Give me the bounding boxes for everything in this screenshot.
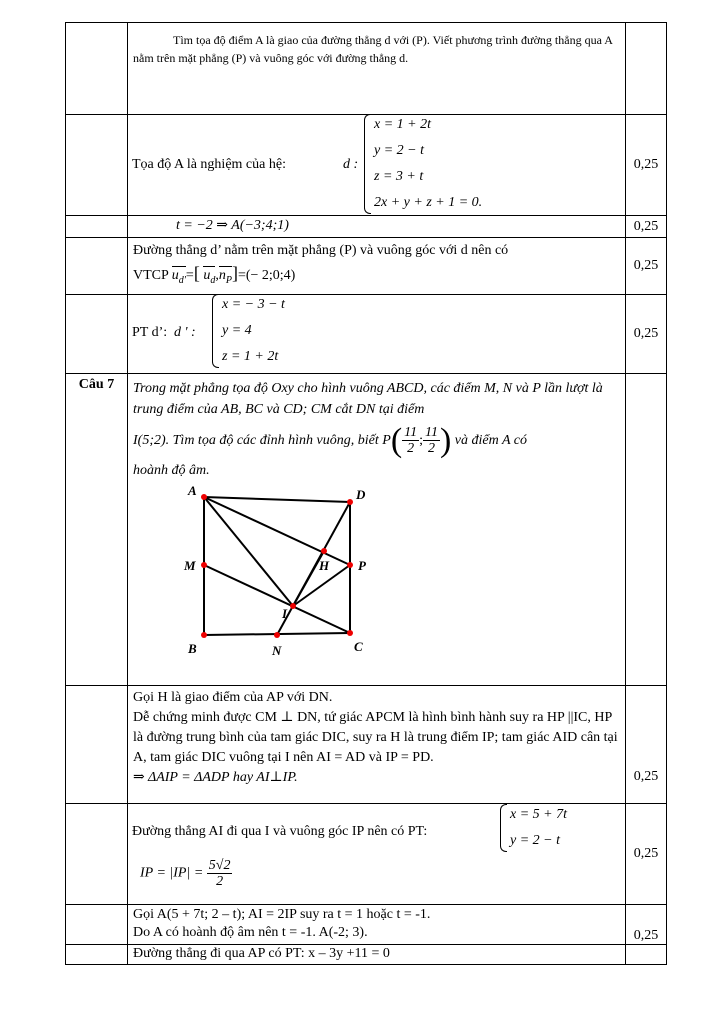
- segment-mc: [204, 565, 350, 633]
- score-cell-empty: [626, 23, 667, 115]
- label-c: C: [354, 639, 363, 655]
- equation-line: y = 2 − t: [374, 143, 424, 158]
- pt-label: PT d’:: [132, 324, 168, 340]
- label-p: P: [358, 558, 366, 574]
- system-label: Tọa độ A là nghiệm của hệ:: [132, 157, 286, 172]
- pt-name: d ' :: [174, 324, 196, 340]
- label-d: D: [356, 487, 366, 503]
- t-value: t = −2 ⇒ A(−3;4;1): [176, 218, 289, 233]
- system-name: d :: [343, 157, 359, 172]
- intro-text: Tìm tọa độ điểm A là giao của đường thẳng d với (P). Viết phương trình đường thẳng qua A nằm trên mặt phẳng (P) và vuông góc với đường thẳng d.: [133, 33, 613, 65]
- pt-equations: [212, 292, 285, 370]
- score: 0,25: [626, 115, 667, 216]
- ip-length: IP = |IP| = $\frac{5√2}{2}$: [140, 857, 231, 889]
- problem-statement: Trong mặt phẳng tọa độ Oxy cho hình vuông ABCD, các điểm M, N và P lần lượt là trung điểm của AB, BC và CD; CM cắt DN tại điểm I(5;2). Tìm tọa độ các đỉnh hình vuông, biết P( $\frac{11}{2}$ ; $\frac{11}{2}$ ) và điểm A có hoành độ âm.: [133, 380, 603, 479]
- equation-line: z = 3 + t: [374, 169, 424, 184]
- equation-line: x = − 3 − t: [222, 296, 285, 312]
- equation-line: 2x + y + z + 1 = 0.: [374, 195, 483, 210]
- equation-line: x = 1 + 2t: [374, 117, 431, 132]
- solution-4: Đường thẳng đi qua AP có PT: x – 3y +11 = 0: [133, 945, 390, 961]
- equation-line: y = 4: [222, 322, 252, 338]
- point-i: [290, 603, 296, 609]
- point-a: [201, 494, 207, 500]
- label-n: N: [272, 643, 282, 659]
- segment-ai: [204, 497, 293, 606]
- score: 0,25: [626, 685, 667, 803]
- ai-line: Đường thẳng AI đi qua I và vuông góc IP nên có PT:: [132, 823, 428, 839]
- u-vector: $u_{d'}$: [172, 265, 186, 292]
- question-label: Câu 7: [78, 376, 115, 392]
- label-b: B: [188, 641, 197, 657]
- point-n: [274, 632, 280, 638]
- point-d: [347, 499, 353, 505]
- square-figure: [180, 485, 400, 660]
- score: 0,25: [626, 216, 667, 238]
- question-cell-empty: [66, 23, 128, 115]
- ai-equations: x = 5 + 7t y = 2 − t: [500, 802, 567, 854]
- point-m: [201, 562, 207, 568]
- system-equations: [364, 112, 482, 216]
- system-cell: [128, 115, 626, 216]
- score: 0,25: [626, 238, 667, 295]
- label-i: I: [282, 606, 288, 622]
- solution-1: Gọi H là giao điểm của AP với DN. Dễ chứng minh được CM ⊥ DN, tứ giác APCM là hình bình hành suy ra HP ||IC, HP là đường trung bình của tam giác DIC, suy ra H là trung điểm IP; tam giác AID cân tại A, tam giác DIC vuông tại I nên AI = AD và IP = PD. ⇒ ΔAIP = ΔADP hay AI⊥IP.: [133, 689, 618, 785]
- point-p: [347, 562, 353, 568]
- solution-3: Gọi A(5 + 7t; 2 – t); AI = 2IP suy ra t = 1 hoặc t = -1. Do A có hoành độ âm nên t = -1. A(-2; 3).: [133, 906, 431, 940]
- point-h: [321, 548, 327, 554]
- dprime-result: =(− 2;0;4): [237, 268, 296, 283]
- score: 0,25: [626, 904, 667, 944]
- answer-table: [65, 22, 667, 965]
- edge-ad: [204, 497, 350, 502]
- dprime-line1: Đường thẳng d’ nằm trên mặt phẳng (P) và vuông góc với d nên có: [133, 243, 509, 258]
- label-m: M: [184, 558, 196, 574]
- point-c: [347, 630, 353, 636]
- score: 0,25: [626, 803, 667, 904]
- label-h: H: [319, 558, 330, 574]
- label-a: A: [188, 485, 197, 499]
- dprime-cell: [128, 238, 625, 294]
- segment-ap: [204, 497, 350, 565]
- dprime-line2: VTCP $u_{d'}=$[ $u_d,n_P]=(-$ 2;0;4): [133, 262, 620, 292]
- equation-line: z = 1 + 2t: [222, 348, 279, 364]
- intro-cell: [128, 23, 626, 115]
- point-b: [201, 632, 207, 638]
- score: 0,25: [626, 294, 667, 373]
